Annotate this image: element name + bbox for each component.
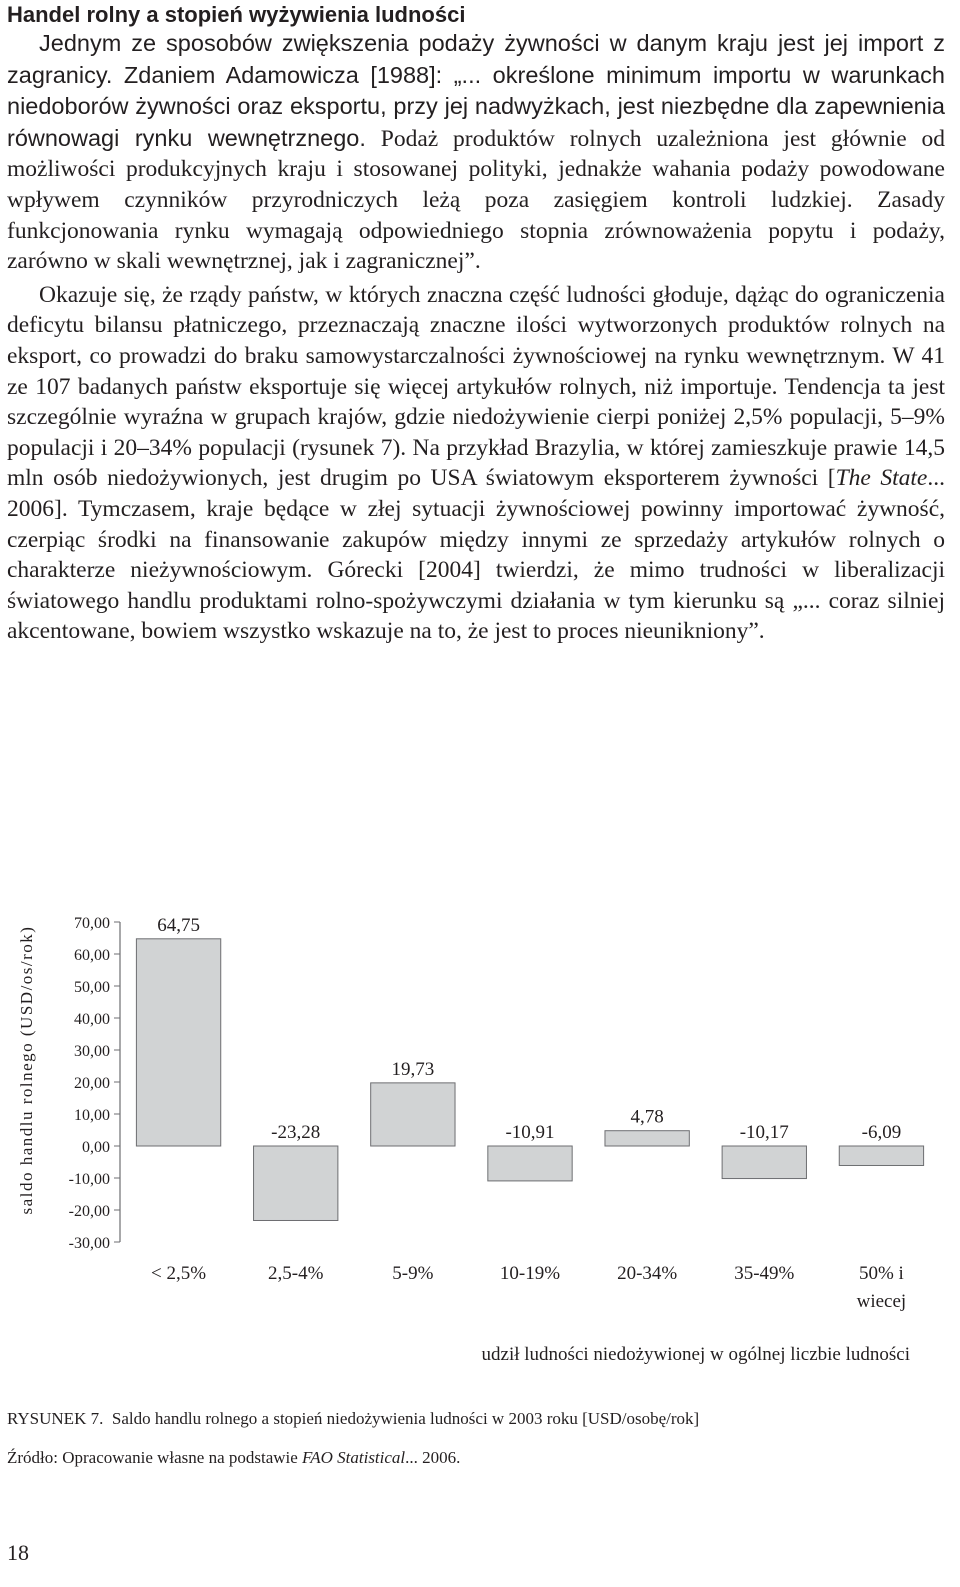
y-tick-label: 60,00	[74, 947, 110, 964]
paragraph-2-citation-italic: The State	[835, 465, 928, 492]
bar	[136, 939, 220, 1146]
bar-data-label: 19,73	[391, 1058, 435, 1080]
bar	[722, 1146, 806, 1179]
figure-caption-label: RYSUNEK 7.	[7, 1409, 104, 1428]
y-tick-label: -30,00	[68, 1235, 110, 1252]
bar-data-label: -23,28	[271, 1122, 321, 1143]
figure-caption-text: Saldo handlu rolnego a stopień niedożywienia ludności w 2003 roku [USD/osobę/rok]	[111, 1409, 700, 1428]
paragraph-1-rest: Podaż produktów rolnych uzależniona jest głównie od możliwości produkcyjnych kraju i stosowanej polityki, jednakże wahania podaży powodowane wpływem czynników przyrodniczych leżą poza zasięgiem kontroli ludzkiej. Zasady funkcjonowania rynku wymagają odpowiedniego stopnia zrównoważenia popytu i podaży, zarówno w skali wewnętrznej, jak i zagranicznej”.	[7, 125, 945, 275]
source-suffix: ... 2006.	[405, 1448, 461, 1467]
x-category-label: 20-34%	[617, 1263, 678, 1284]
section-heading: Handel rolny a stopień wyżywienia ludności	[7, 2, 466, 27]
page-number: 18	[7, 1540, 29, 1565]
paragraph-1-quote-sans: Jednym ze sposobów zwiększenia podaży żywności w danym kraju jest jej import z zagranicy. Zdaniem Adamowicza [1988]: „... określone minimum importu w warunkach niedoborów żywności oraz eksportu, przy jej nadwyżkach, jest niezbędne dla zapewnienia równowagi rynku wewnętrznego.	[7, 30, 945, 151]
y-tick-label: 70,00	[74, 915, 110, 932]
x-category-label: 10-19%	[499, 1263, 561, 1284]
x-axis-title: udził ludności niedożywionej w ogólnej liczbie ludności	[481, 1344, 910, 1365]
y-tick-label: 40,00	[74, 1011, 110, 1028]
source-prefix: Źródło: Opracowanie własne na podstawie	[7, 1448, 303, 1467]
y-tick-label: 10,00	[74, 1107, 110, 1124]
bar-chart	[0, 890, 960, 1370]
y-axis-title: saldo handlu rolnego (USD/os/rok)	[17, 925, 36, 1215]
y-tick-label: 0,00	[82, 1139, 110, 1156]
y-tick-label: 20,00	[74, 1075, 110, 1092]
x-category-label: 5-9%	[392, 1263, 434, 1284]
body-text	[7, 28, 945, 647]
x-category-label: < 2,5%	[151, 1263, 207, 1284]
bar-data-label: -10,17	[739, 1122, 789, 1143]
bar	[605, 1131, 689, 1146]
figure-source	[7, 1447, 460, 1469]
y-tick-label: 50,00	[74, 979, 110, 996]
bar-data-label: -10,91	[505, 1122, 555, 1143]
paragraph-2-part-1: Okazuje się, że rządy państw, w których znaczna część ludności głoduje, dążąc do ograniczenia deficytu bilansu płatniczego, przeznaczają znaczne ilości wytworzonych produktów rolnych na eksport, co prowadzi do braku samowystarczalności żywnościowej na rynku wewnętrznym. W 41 ze 107 badanych państw eksportuje się więcej artykułów rolnych, niż importuje. Tendencja ta jest szczególnie wyraźna w grupach krajów, gdzie niedożywienie cierpi poniżej 2,5% populacji, 5–9% populacji i 20–34% populacji (rysunek 7). Na przykład Brazylia, w której zamieszkuje prawie 14,5 mln osób niedożywionych, jest drugim po USA światowym eksporterem żywności [	[7, 281, 945, 492]
x-category-label: 50% i	[858, 1263, 904, 1284]
bar-data-label: -6,09	[861, 1122, 902, 1143]
x-category-label: 35-49%	[734, 1263, 795, 1284]
y-tick-label: -20,00	[68, 1203, 110, 1220]
bar	[254, 1146, 338, 1220]
bar	[488, 1146, 572, 1181]
y-tick-label: -10,00	[68, 1171, 110, 1188]
y-tick-label: 30,00	[74, 1043, 110, 1060]
bar	[839, 1146, 923, 1165]
figure-7	[0, 890, 960, 1370]
figure-caption	[7, 1408, 699, 1430]
x-category-label: wiecej	[856, 1291, 907, 1312]
bar	[371, 1083, 455, 1146]
x-category-label: 2,5-4%	[268, 1263, 324, 1284]
source-italic: FAO Statistical	[302, 1448, 406, 1467]
paragraph-2-part-2: ... 2006]. Tymczasem, kraje będące w złej sytuacji żywnościowej powinny importować żywność, czerpiąc środki na finansowanie zakupów między innymi ze sprzedaży artykułów rolnych o charakterze nieżywnościowym. Górecki [2004] twierdzi, że mimo trudności w liberalizacji światowego handlu produktami rolno-spożywczymi działania w tym kierunku są „... coraz silniej akcentowane, bowiem wszystko wskazuje na to, że jest to proces nieunikniony”.	[7, 465, 945, 645]
paragraph-2	[7, 280, 945, 647]
bar-data-label: 64,75	[157, 914, 200, 936]
paragraph-1	[7, 28, 945, 277]
bar-data-label: 4,78	[630, 1106, 664, 1128]
